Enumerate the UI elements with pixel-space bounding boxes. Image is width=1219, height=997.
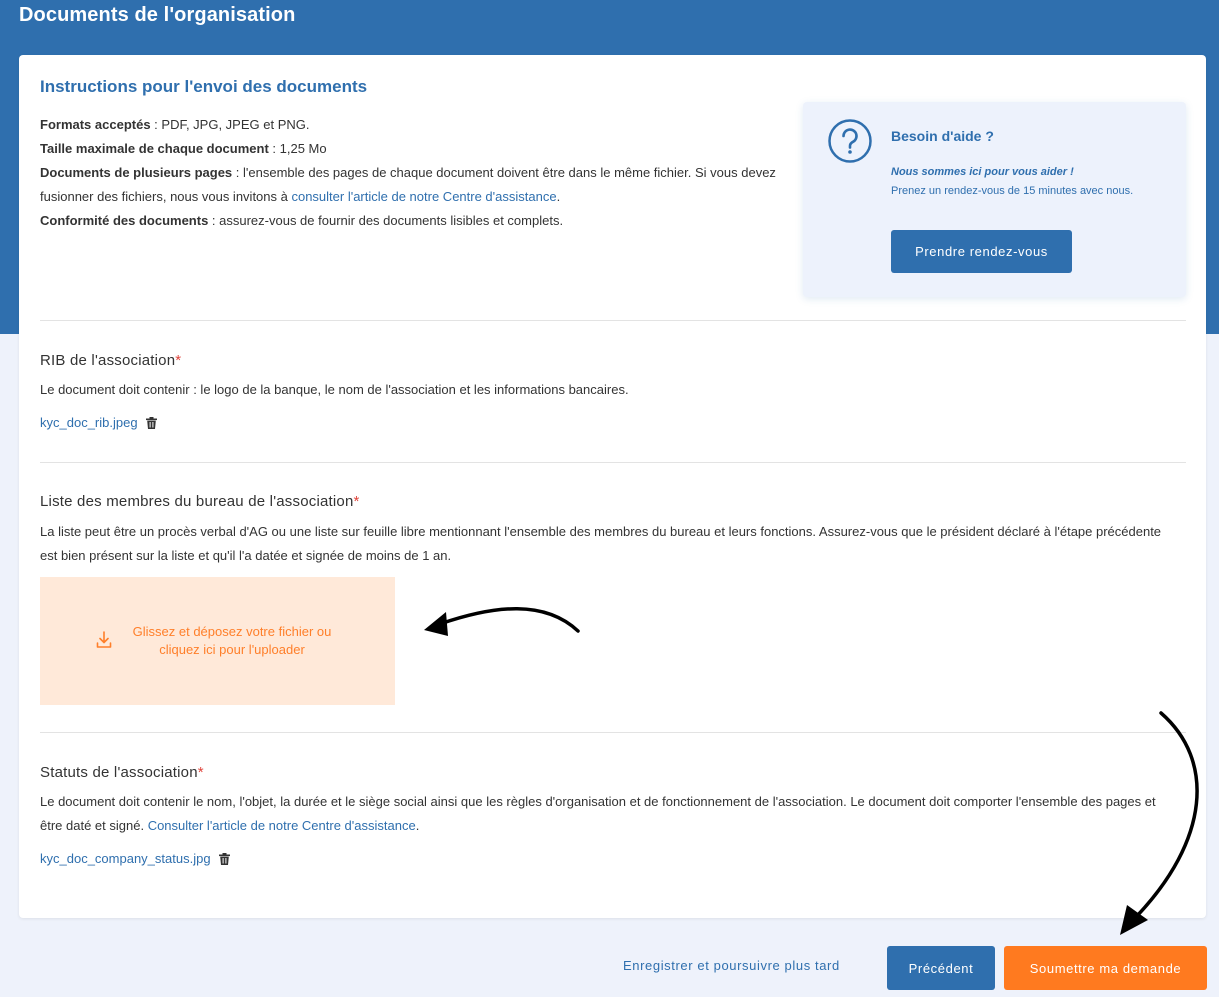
help-center-link[interactable]: consulter l'article de notre Centre d'assistance (291, 189, 557, 204)
statuts-file-row (40, 851, 230, 866)
rib-file-link[interactable]: kyc_doc_rib.jpeg (40, 415, 138, 430)
question-circle-icon (827, 118, 873, 164)
statuts-file-link[interactable]: kyc_doc_company_status.jpg (40, 851, 211, 866)
instruction-size: Taille maximale de chaque document : 1,25 Mo (40, 141, 327, 156)
trash-icon[interactable] (219, 853, 230, 865)
rib-file-row (40, 415, 157, 430)
instruction-formats: Formats acceptés : PDF, JPG, JPEG et PNG. (40, 117, 310, 132)
trash-icon[interactable] (146, 417, 157, 429)
rib-section-title: RIB de l'association* (40, 352, 182, 369)
bureau-section-desc: La liste peut être un procès verbal d'AG ou une liste sur feuille libre mentionnant l'ensemble des membres du bureau et leurs fonctions. Assurez-vous que le président déclaré à l'étape précédente est bien présent sur la liste et qu'il l'a datée et signée de moins de 1 an. (40, 524, 1162, 563)
help-subtitle: Nous sommes ici pour vous aider ! (891, 166, 1074, 178)
previous-button[interactable]: Précédent (887, 946, 995, 990)
statuts-section-desc: Le document doit contenir le nom, l'objet, la durée et le siège social ainsi que les règles d'organisation et de fonctionnement de l'association. Le document doit comporter l'ensemble des pages et être daté et signé. Consulter l'article de notre Centre d'assistance. (40, 794, 1156, 833)
instruction-multipage: Documents de plusieurs pages : l'ensemble des pages de chaque document doivent être dans le même fichier. Si vous devez fusionner des fichiers, nous vous invitons à consulter l'article de notre Centre d'assistance. (40, 165, 776, 204)
instruction-compliance: Conformité des documents : assurez-vous de fournir des documents lisibles et complets. (40, 213, 564, 228)
download-icon (96, 631, 112, 649)
save-later-link[interactable]: Enregistrer et poursuivre plus tard (623, 958, 840, 973)
rib-section-desc: Le document doit contenir : le logo de la banque, le nom de l'association et les informations bancaires. (40, 382, 629, 397)
documents-card (19, 55, 1206, 918)
help-box (803, 102, 1186, 297)
submit-button[interactable]: Soumettre ma demande (1004, 946, 1207, 990)
page-title: Documents de l'organisation (19, 4, 296, 26)
instructions-list (40, 113, 780, 233)
file-dropzone[interactable] (40, 577, 395, 705)
help-text: Prenez un rendez-vous de 15 minutes avec nous. (891, 185, 1134, 197)
bureau-section-title: Liste des membres du bureau de l'association* (40, 493, 360, 510)
divider (40, 320, 1186, 321)
help-title: Besoin d'aide ? (891, 128, 994, 144)
dropzone-text: Glissez et déposez votre fichier ou cliquez ici pour l'uploader (132, 624, 332, 657)
statuts-section-title: Statuts de l'association* (40, 764, 204, 781)
statuts-help-link[interactable]: Consulter l'article de notre Centre d'assistance (147, 818, 416, 833)
book-appointment-button[interactable]: Prendre rendez-vous (891, 230, 1072, 273)
instructions-title: Instructions pour l'envoi des documents (40, 77, 368, 96)
divider (40, 732, 1186, 733)
divider (40, 462, 1186, 463)
